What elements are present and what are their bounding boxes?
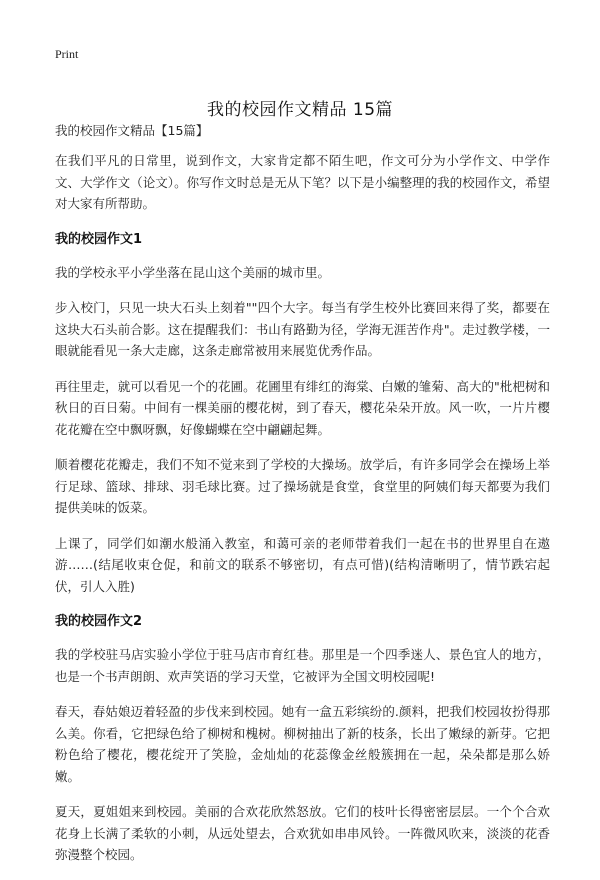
print-link[interactable]: Print (55, 47, 79, 61)
intro-paragraph: 在我们平凡的日常里，说到作文，大家肯定都不陌生吧，作文可分为小学作文、中学作文、大学作文（论文）。你写作文时总是无从下笔？以下是小编整理的我的校园作文，希望对大家有所帮助。 (55, 153, 550, 211)
section-1-heading: 我的校园作文1 (55, 231, 143, 247)
section-1-paragraph: 上课了，同学们如潮水般涌入教室，和蔼可亲的老师带着我们一起在书的世界里自在遨游……(结尾收束仓促，和前文的联系不够密切，有点可惜)(结构清晰明了，情节跌宕起伏，引人入胜) (55, 535, 550, 594)
section-2-paragraph: 我的学校驻马店实验小学位于驻马店市育红巷。那里是一个四季迷人、景色宜人的地方，也是一个书声朗朗、欢声笑语的学习天堂，它被评为全国文明校园呢! (55, 647, 550, 684)
page-title: 我的校园作文精品 15篇 (206, 100, 394, 121)
section-1-paragraph: 再往里走，就可以看见一个的花圃。花圃里有绯红的海棠、白嫩的雏菊、高大的"枇杷树和秋日的百日菊。中间有一棵美丽的樱花树，到了春天，樱花朵朵开放。风一吹，一片片樱花花瓣在空中飘呀飘，好像蝴蝶在空中翩翩起舞。 (55, 378, 550, 437)
article-subtitle: 我的校园作文精品【15篇】 (55, 123, 209, 138)
article-body (55, 150, 550, 880)
section-2-paragraph: 夏天，夏姐姐来到校园。美丽的合欢花欣然怒放。它们的枝叶长得密密层层。一个个合欢花身上长满了柔软的小刺，从远处望去，合欢犹如串串风铃。一阵微风吹来，淡淡的花香弥漫整个校园。 (55, 804, 550, 862)
section-2-paragraph: 春天，春姑娘迈着轻盈的步伐来到校园。她有一盒五彩缤纷的.颜料，把我们校园妆扮得那么美。你看，它把绿色给了柳树和槐树。柳树抽出了新的枝条，长出了嫩绿的新芽。它把粉色给了樱花，樱花绽开了笑脸，金灿灿的花蕊像金丝般簇拥在一起，朵朵都是那么娇嫩。 (55, 704, 550, 784)
section-1-paragraph: 顺着樱花花瓣走，我们不知不觉来到了学校的大操场。放学后，有许多同学会在操场上举行足球、篮球、排球、羽毛球比赛。过了操场就是食堂，食堂里的阿姨们每天都要为我们提供美味的饭菜。 (55, 457, 550, 515)
section-2-heading: 我的校园作文2 (55, 614, 143, 629)
section-1-paragraph: 步入校门，只见一块大石头上刻着""四个大字。每当有学生校外比赛回来得了奖，都要在这块大石头前合影。这在提醒我们：书山有路勤为径，学海无涯苦作舟"。走过教学楼，一眼就能看见一条大走廊，这条走廊常被用来展览优秀作品。 (55, 300, 550, 358)
section-1-paragraph: 我的学校永平小学坐落在昆山这个美丽的城市里。 (55, 264, 331, 280)
